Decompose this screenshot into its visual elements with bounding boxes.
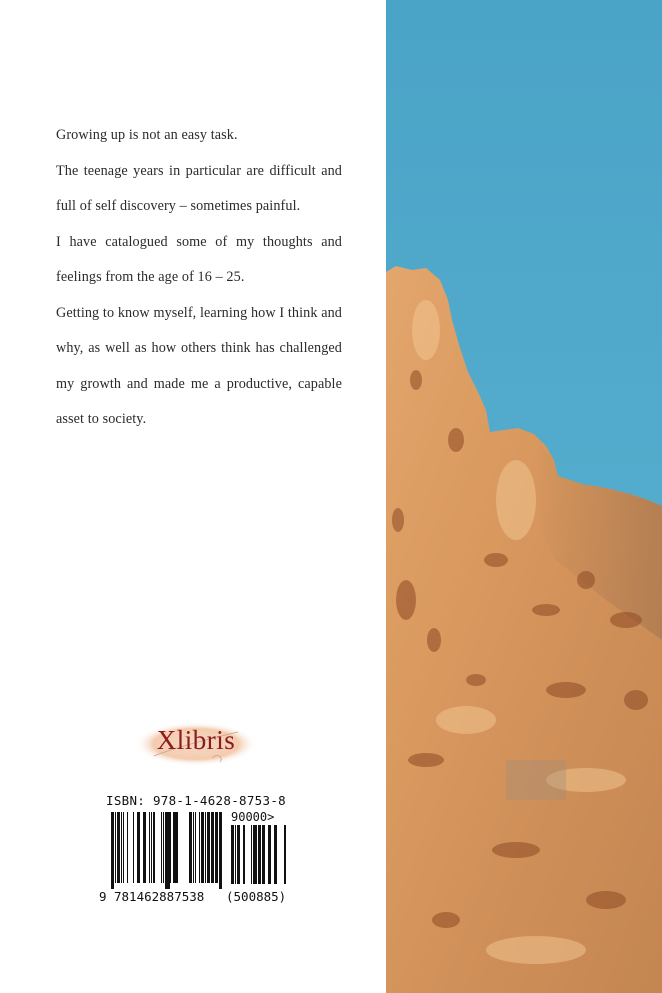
barcode-bar bbox=[243, 825, 245, 884]
barcode-bar bbox=[161, 812, 162, 883]
barcode-bar bbox=[195, 812, 196, 883]
barcode-bar bbox=[153, 812, 155, 883]
barcode-bar bbox=[151, 812, 152, 883]
barcode-bar bbox=[121, 812, 122, 883]
barcode-bar bbox=[111, 812, 114, 889]
barcode-addon bbox=[231, 825, 288, 889]
barcode-bar bbox=[205, 812, 206, 883]
cover-photo-rocks bbox=[386, 0, 662, 993]
barcode-bar bbox=[235, 825, 236, 884]
barcode-bar bbox=[193, 812, 194, 883]
isbn-text: ISBN: 978-1-4628-8753-8 bbox=[106, 793, 286, 808]
barcode-bar bbox=[284, 825, 286, 884]
blurb-paragraph-3: I have catalogued some of my thoughts and feelings from the age of 16 – 25. bbox=[56, 233, 342, 285]
barcode-bar bbox=[213, 812, 214, 883]
barcode-bar bbox=[207, 812, 210, 883]
barcode-bar bbox=[260, 825, 261, 884]
barcode-bar bbox=[251, 825, 252, 884]
barcode-bar bbox=[123, 812, 124, 883]
barcode-bar bbox=[262, 825, 265, 884]
barcode-bar bbox=[239, 825, 240, 884]
barcode-bar bbox=[139, 812, 140, 883]
blurb-paragraph-2: The teenage years in particular are difficult and full of self discovery – sometimes painful. bbox=[56, 162, 342, 214]
barcode-bar bbox=[253, 825, 256, 884]
barcode-bar bbox=[149, 812, 150, 883]
rock-cliff-image bbox=[386, 0, 662, 993]
barcode-bar bbox=[175, 812, 178, 883]
barcode-bar bbox=[169, 812, 171, 883]
barcode-bar bbox=[199, 812, 200, 883]
barcode-bar bbox=[217, 812, 218, 883]
barcode-bar bbox=[270, 825, 271, 884]
barcode-bar bbox=[163, 812, 164, 883]
publisher-logo bbox=[134, 718, 258, 770]
barcode-bar bbox=[203, 812, 204, 883]
barcode-bar bbox=[221, 812, 222, 889]
barcode-bar bbox=[127, 812, 128, 883]
barcode-bar bbox=[133, 812, 134, 883]
barcode-bar bbox=[231, 825, 234, 884]
barcode-first-digit: 9 bbox=[99, 889, 107, 904]
barcode-bar bbox=[274, 825, 277, 884]
price-addon-label: 90000> bbox=[231, 810, 275, 824]
blurb-text bbox=[56, 118, 342, 438]
barcode-bar bbox=[191, 812, 192, 883]
barcode-digits: 781462887538 bbox=[114, 889, 205, 904]
barcode-bar bbox=[117, 812, 120, 883]
blurb-paragraph-1: Growing up is not an easy task. bbox=[56, 127, 238, 143]
logo-wordmark: Xlibris bbox=[156, 725, 236, 755]
barcode-main bbox=[111, 812, 223, 889]
blurb-paragraph-4: Getting to know myself, learning how I think and why, as well as how others think has challenged my growth and made me a productive, capable asset to society. bbox=[56, 304, 342, 427]
barcode-bar bbox=[115, 812, 116, 883]
barcode-bar bbox=[145, 812, 146, 883]
barcode-addon-digits: (500885) bbox=[226, 889, 287, 904]
